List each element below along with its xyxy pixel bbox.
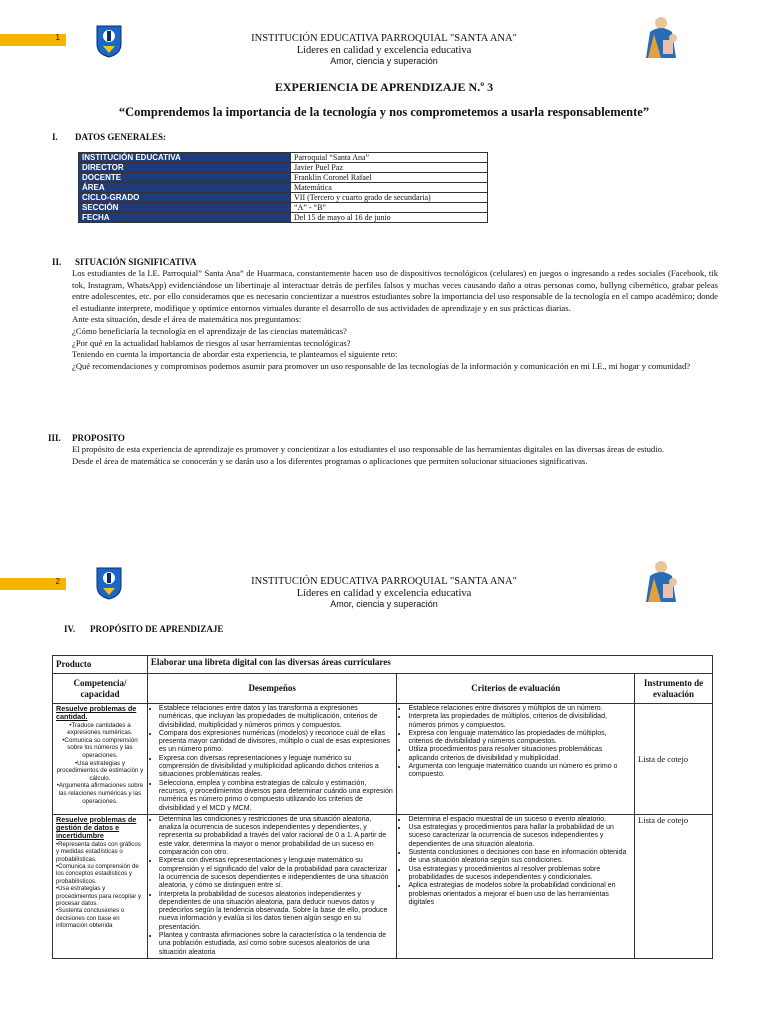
- table-row: [79, 203, 488, 213]
- row-value: Del 15 de mayo al 16 de junio: [291, 213, 488, 223]
- list-item: • Compara dos expresiones numéricas (modelos) y reconoce cuál de ellas presenta mayor cantidad de divisores, múltiplo o cual de esas expresiones es un número primo.: [159, 730, 394, 755]
- column-header-criteria: Criterios de evaluación: [397, 674, 635, 704]
- table-row: [53, 704, 713, 815]
- performance-cell: [147, 814, 397, 958]
- list-item: • Establece relaciones entre datos y las transforma a expresiones numéricas, que incluyan las propiedades de multiplicación, criterios de divisibilidad, multiplicidad y números primos y compuestos.: [159, 705, 394, 730]
- list-item: • Sustenta conclusiones o decisiones con base en información obtenida de una situación aleatoria según sus condiciones.: [408, 849, 631, 866]
- question-2: ¿Por qué en la actualidad hablamos de riesgos al usar herramientas tecnológicas?: [72, 337, 351, 348]
- purpose-paragraph-1: El propósito de esta experiencia de aprendizaje es promover y concientizar a los estudiantes el uso responsable de las herramientas digitales en las diversas áreas de estudio.: [72, 444, 665, 454]
- row-value: “A” - “B”: [291, 203, 488, 213]
- instrument-cell: Lista de cotejo: [635, 814, 713, 958]
- capacity-item: •Comunica su comprensión de los conceptos estadísticos y probabilísticos.: [56, 862, 139, 885]
- capacity-item: •Usa estrategias y procedimientos para recopilar y procesar datos.: [56, 885, 142, 907]
- capacity-item: •Traduce cantidades a expresiones numéricas.: [67, 721, 133, 737]
- table-row: [79, 193, 488, 203]
- competence-title: Resuelve problemas de gestión de datos e incertidumbre: [56, 814, 137, 841]
- motto-2: Amor, ciencia y superación: [330, 56, 438, 66]
- list-item: • Establece relaciones entre divisores y múltiplos de un número.: [408, 705, 631, 713]
- section-2-number: II.: [52, 257, 62, 267]
- capacity-item: •Representa datos con gráficos y medidas estadísticas o probabilísticas.: [56, 840, 141, 863]
- institution-name: INSTITUCIÓN EDUCATIVA PARROQUIAL "SANTA ANA": [251, 576, 517, 587]
- row-label: FECHA: [79, 213, 291, 223]
- section-3-heading: PROPOSITO: [72, 433, 125, 443]
- section-1-number: I.: [52, 132, 58, 142]
- product-value: Elaborar una libreta digital con las diversas áreas curriculares: [147, 656, 712, 674]
- list-item: • Interpreta la probabilidad de sucesos aleatorios independientes y dependientes de una situación aleatoria, para deducir nuevos datos y predecirlos según la tendencia observada. Sobre la base de ello, produce nueva información y evalúa si los datos tienen algún sesgo en su presentación.: [159, 891, 394, 932]
- question-1: ¿Cómo beneficiaría la tecnología en el aprendizaje de las ciencias matemáticas?: [72, 325, 347, 336]
- page2-header: [0, 576, 768, 611]
- list-item: • Argumenta con lenguaje matemático cuando un número es primo o compuesto.: [408, 763, 631, 780]
- situation-body: Los estudiantes de la I.E. Parroquial” Santa Ana” de Huarmaca, constantemente hacen uso de dispositivos tecnológicos (celulares) en juegos o ingresando a redes sociales (Facebook, tik tok, Instagram, WhatsApp) evidenciándose un libertinaje al interactuar detrás de perfiles falsos y muchas veces causando daño a otras personas como, bullyng cibernético, grabar peleas entre adolescentes, etc. por ello consideramos que es necesario concientizar a nuestros estudiantes sobre la importancia del uso responsable de la tecnología en el campo académico; donde el estudiante interprete, modifique y optimice entornos virtuales durante el desarrollo de sus actividades de aprendizaje y en sus prácticas diarias.: [72, 268, 718, 313]
- purpose-text: [72, 444, 718, 467]
- list-item: • Aplica estrategias de modelos sobre la probabilidad condicional en problemas orientados a mejorar el buen uso de las herramientas digitales: [408, 882, 631, 907]
- criteria-cell: [397, 814, 635, 958]
- row-label: DOCENTE: [79, 173, 291, 183]
- row-value: Franklin Coronel Rafael: [291, 173, 488, 183]
- table-row: [79, 183, 488, 193]
- column-header-performance: Desempeños: [147, 674, 397, 704]
- document-subtitle: “Comprendemos la importancia de la tecnología y nos comprometemos a usarla responsablemente”: [118, 105, 650, 119]
- general-data-table: [78, 152, 488, 223]
- list-item: • Expresa con diversas representaciones y leguaje numérico su comprensión de divisibilidad y multiplicidad aplicando dichos criterios a situaciones problemáticas reales.: [159, 755, 394, 780]
- page1-header: [0, 33, 768, 68]
- section-4-number: IV.: [64, 624, 76, 634]
- challenge-intro: Teniendo en cuenta la importancia de abordar esta experiencia, te planteamos el siguiente reto:: [72, 349, 398, 360]
- competence-title: Resuelve problemas de cantidad.: [56, 704, 137, 722]
- motto-1: Líderes en calidad y excelencia educativa: [296, 587, 472, 599]
- header-row: [53, 674, 713, 704]
- section-3-number: III.: [48, 433, 61, 443]
- column-header-competence: Competencia/ capacidad: [53, 674, 148, 704]
- institution-name: INSTITUCIÓN EDUCATIVA PARROQUIAL "SANTA ANA": [251, 33, 517, 44]
- list-item: • Usa estrategias y procedimientos al resolver problemas sobre probabilidades de sucesos independientes y condicionales.: [408, 866, 631, 883]
- row-value: Javier Puel Paz: [291, 163, 488, 173]
- product-label: Producto: [53, 656, 148, 674]
- section-1-heading: DATOS GENERALES:: [75, 132, 166, 142]
- motto-2: Amor, ciencia y superación: [330, 599, 438, 609]
- list-item: • Utiliza procedimientos para resolver situaciones problemáticas aplicando criterios de divisibilidad y multiplicidad.: [408, 746, 631, 763]
- table-row: [79, 153, 488, 163]
- page-number: 2: [55, 577, 60, 586]
- row-label: DIRECTOR: [79, 163, 291, 173]
- row-value: Matemática: [291, 183, 488, 193]
- table-row: [79, 173, 488, 183]
- section-4-heading: PROPÓSITO DE APRENDIZAJE: [90, 624, 224, 634]
- product-row: [53, 656, 713, 674]
- capacity-item: •Sustenta conclusiones o decisiones con base en información obtenida: [56, 907, 125, 930]
- list-item: • Determina las condiciones y restricciones de una situación aleatoria, analiza la ocurrencia de sucesos independientes y dependientes, y representa su probabilidad a través del valor racional de 0 a 1. A partir de este valor, determina la mayor o menor probabilidad de un suceso en comparación con otro.: [159, 816, 394, 857]
- list-item: • Interpreta las propiedades de múltiplos, criterios de divisibilidad, números primos y compuestos.: [408, 713, 631, 730]
- capacity-item: •Comunica su comprensión sobre los números y las operaciones.: [62, 736, 138, 759]
- row-label: SECCIÓN: [79, 203, 291, 213]
- list-item: • Usa estrategias y procedimientos para hallar la probabilidad de un suceso caracterizar la ocurrencia de sucesos independientes y dependientes de una situación aleatoria.: [408, 824, 631, 849]
- row-label: CICLO-GRADO: [79, 193, 291, 203]
- document-title: EXPERIENCIA DE APRENDIZAJE N.º 3: [274, 80, 494, 94]
- performance-cell: [147, 704, 397, 815]
- capacity-item: •Argumenta afirmaciones sobre las relaciones numéricas y las operaciones.: [56, 782, 144, 805]
- section-2-heading: SITUACIÓN SIGNIFICATIVA: [75, 257, 197, 267]
- table-row: [79, 163, 488, 173]
- list-item: • Selecciona, emplea y combina estrategias de cálculo y estimación, recursos, y procedimientos diversos para determinar cuándo una expresión numérica es número primo o compuesto utilizando los criterios de divisibilidad y el MCD y MCM.: [159, 780, 394, 813]
- criteria-cell: [397, 704, 635, 815]
- row-label: INSTITUCIÓN EDUCATIVA: [79, 153, 291, 163]
- instrument-cell: Lista de cotejo: [635, 704, 713, 815]
- list-item: • Determina el espacio muestral de un suceso o evento aleatorio.: [408, 816, 631, 824]
- list-item: • Expresa con lenguaje matemático las propiedades de múltiplos, criterios de divisibilidad y números compuestos.: [408, 730, 631, 747]
- purpose-paragraph-2: Desde el área de matemática se conocerán y se darán uso a los diferentes programas o aplicaciones que permiten solucionar situaciones significativas.: [72, 455, 588, 466]
- list-item: • Expresa con diversas representaciones y lenguaje matemático su comprensión y el significado del valor de la probabilidad para caracterizar la ocurrencia de sucesos dependientes e independientes de una situación aleatoria, y cómo se distinguen entre sí.: [159, 857, 394, 890]
- capacity-item: •Usa estrategias y procedimientos de estimación y cálculo.: [56, 759, 144, 782]
- learning-purpose-table: [52, 655, 713, 959]
- table-row: [79, 213, 488, 223]
- page-number: 1: [55, 33, 60, 42]
- list-item: • Plantea y contrasta afirmaciones sobre la característica o la tendencia de una población estudiada, así como sobre sucesos aleatorios de una situación aleatoria: [159, 932, 394, 957]
- situation-intro: Ante esta situación, desde el área de matemática nos preguntamos:: [72, 314, 302, 325]
- row-value: Parroquial “Santa Ana”: [291, 153, 488, 163]
- row-label: ÁREA: [79, 183, 291, 193]
- column-header-instrument: Instrumento de evaluación: [635, 674, 713, 704]
- row-value: VII (Tercero y cuarto grado de secundaria): [291, 193, 488, 203]
- table-row: [53, 814, 713, 958]
- situation-text: [72, 268, 718, 372]
- motto-1: Líderes en calidad y excelencia educativa: [296, 44, 472, 56]
- competence-cell: [53, 814, 148, 958]
- competence-cell: [53, 704, 148, 815]
- question-3: ¿Qué recomendaciones y compromisos podemos asumir para promover un uso responsable de las tecnologías de la información y comunicación en mi I.E., mi hogar y comunidad?: [72, 360, 691, 371]
